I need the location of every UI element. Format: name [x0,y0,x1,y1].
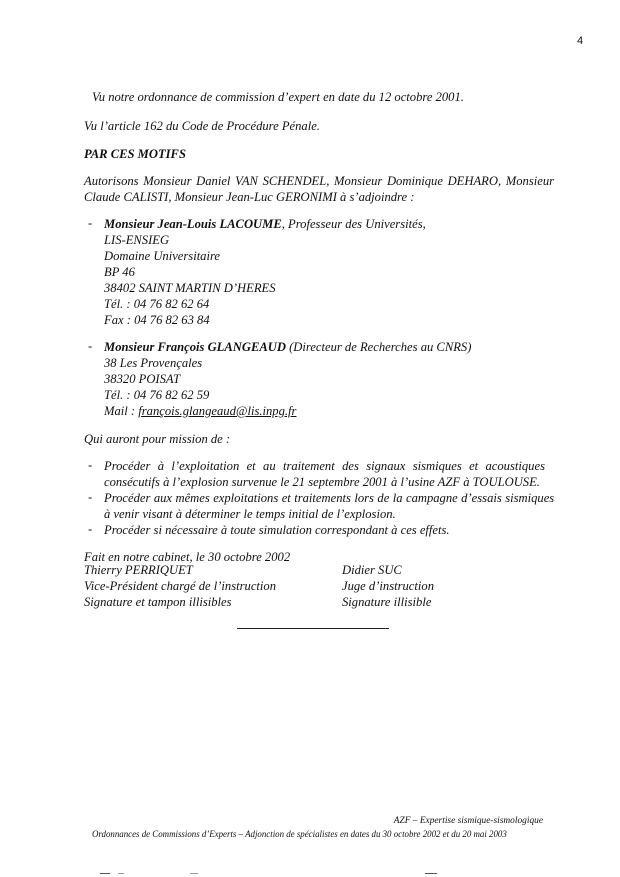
footer-line-2: Ordonnances de Commissions d’Experts – Adjonction de spécialistes en dates du 30 octobre 2002 et du 20 mai 2003 [92,829,507,839]
mission-3-line: Procéder si nécessaire à toute simulation correspondant à ces effets. [104,523,450,537]
scan-artifact [190,873,198,874]
expert-2-address-line: 38 Les Provençales [104,356,203,370]
expert-1-dash: - [88,216,93,230]
expert-2-heading [104,339,471,355]
mission-3-dash: - [88,522,93,536]
fait-line: Fait en notre cabinet, le 30 octobre 2002 [84,550,291,564]
expert-1-address-line: 38402 SAINT MARTIN D’HERES [104,281,276,295]
expert-1-heading [104,216,426,232]
footer-line-1: AZF – Expertise sismique-sismologique [393,816,543,826]
scan-artifact [100,873,110,874]
mission-2-line: Procéder aux mêmes exploitations et traitements lors de la campagne d’essais sismiques [104,491,555,505]
expert-1-fax: Fax : 04 76 82 63 84 [104,313,210,327]
mission-2-line: à venir visant à déterminer le temps initial de l’explosion. [104,507,396,521]
vu-ordonnance-paragraph: Vu notre ordonnance de commission d’expert en date du 12 octobre 2001. [92,90,464,104]
autorisons-line-1: Autorisons Monsieur Daniel VAN SCHENDEL, Monsieur Dominique DEHARO, Monsieur [84,174,555,188]
expert-2-title: (Directeur de Recherches au CNRS) [285,340,472,354]
mission-1-line: consécutifs à l’explosion survenue le 21 septembre 2001 à l’usine AZF à TOULOUSE. [104,475,540,489]
expert-1-name: Monsieur Jean-Louis LACOUME [104,217,282,231]
expert-1-address-line: LIS-ENSIEG [104,233,170,247]
expert-2-address-line: 38320 POISAT [104,372,181,386]
mission-1-dash: - [88,458,93,472]
mission-1-line: Procéder à l’exploitation et au traitement des signaux sismiques et acoustiques [104,459,545,473]
mission-heading: Qui auront pour mission de : [84,432,231,446]
expert-1-address-line: BP 46 [104,265,135,279]
signatory-right-note: Signature illisible [342,595,432,609]
expert-2-phone: Tél. : 04 76 82 62 59 [104,388,210,402]
expert-1-title: , Professeur des Universités, [281,217,426,231]
signatory-right-role: Juge d’instruction [342,579,434,593]
closing-separator-line [237,628,389,629]
expert-1-address-line: Domaine Universitaire [104,249,221,263]
signatory-left-name: Thierry PERRIQUET [84,563,193,577]
signatory-right-name: Didier SUC [342,563,402,577]
page-number: 4 [577,35,584,47]
signatory-left-role: Vice-Président chargé de l’instruction [84,579,276,593]
mission-2-dash: - [88,490,93,504]
expert-2-mail-label: Mail : [104,404,139,418]
expert-2-mail-line [104,403,296,419]
signatory-left-note: Signature et tampon illisibles [84,595,232,609]
scan-artifact [118,873,124,874]
expert-1-phone: Tél. : 04 76 82 62 64 [104,297,210,311]
expert-2-mail-link[interactable]: françois.glangeaud@lis.inpg.fr [138,404,297,418]
scan-artifact [425,873,437,874]
expert-2-name: Monsieur François GLANGEAUD [104,340,286,354]
expert-2-dash: - [88,339,93,353]
autorisons-line-2: Claude CALISTI, Monsieur Jean-Luc GERONIMI à s’adjoindre : [84,190,415,204]
vu-article-paragraph: Vu l’article 162 du Code de Procédure Pénale. [84,119,320,133]
motifs-heading: PAR CES MOTIFS [84,147,186,161]
